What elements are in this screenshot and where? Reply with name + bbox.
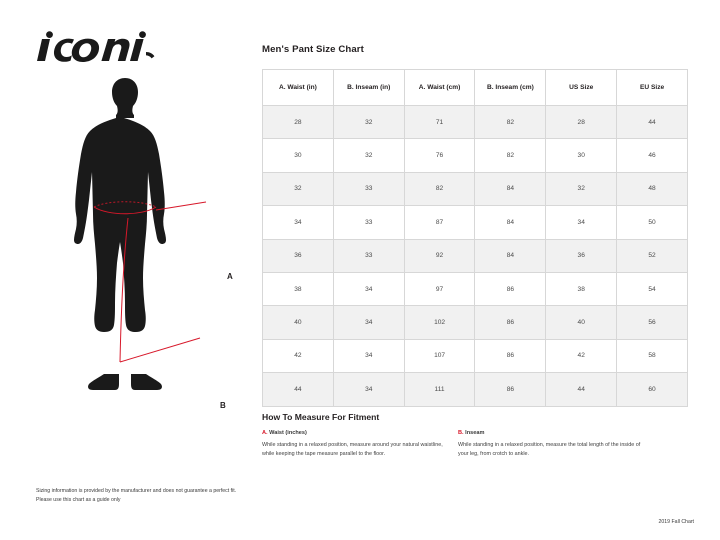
cell-waist-cm: 111 xyxy=(404,373,475,406)
cell-inseam-in: 32 xyxy=(333,106,404,139)
cell-eu-size: 44 xyxy=(617,106,688,139)
cell-waist-in: 36 xyxy=(263,239,334,272)
cell-inseam-in: 34 xyxy=(333,373,404,406)
cell-inseam-in: 34 xyxy=(333,272,404,305)
right-panel xyxy=(262,0,698,540)
cell-us-size: 30 xyxy=(546,139,617,172)
cell-us-size: 36 xyxy=(546,239,617,272)
disclaimer-line-2: Please use this chart as a guide only xyxy=(36,497,121,504)
cell-inseam-in: 33 xyxy=(333,206,404,239)
cell-waist-in: 30 xyxy=(263,139,334,172)
cell-waist-cm: 102 xyxy=(404,306,475,339)
cell-waist-in: 32 xyxy=(263,172,334,205)
cell-waist-in: 40 xyxy=(263,306,334,339)
left-panel xyxy=(0,0,250,540)
cell-eu-size: 48 xyxy=(617,172,688,205)
cell-waist-cm: 87 xyxy=(404,206,475,239)
cell-waist-in: 34 xyxy=(263,206,334,239)
table-row xyxy=(263,106,688,139)
cell-eu-size: 46 xyxy=(617,139,688,172)
column-header-waist-in: A. Waist (in) xyxy=(263,70,334,106)
table-row xyxy=(263,139,688,172)
column-header-waist-cm: A. Waist (cm) xyxy=(404,70,475,106)
column-header-inseam-in: B. Inseam (in) xyxy=(333,70,404,106)
cell-inseam-cm: 84 xyxy=(475,239,546,272)
marker-a: A. xyxy=(262,430,268,436)
cell-waist-cm: 71 xyxy=(404,106,475,139)
cell-waist-in: 38 xyxy=(263,272,334,305)
how-to-body-waist: While standing in a relaxed position, measure around your natural waistline, while keeping the tape measure parallel to the floor. xyxy=(262,442,443,458)
column-header-us-size: US Size xyxy=(546,70,617,106)
cell-waist-cm: 107 xyxy=(404,339,475,372)
cell-inseam-cm: 84 xyxy=(475,172,546,205)
cell-us-size: 38 xyxy=(546,272,617,305)
icon-logo xyxy=(36,30,156,64)
how-to-measure-inseam xyxy=(458,429,648,460)
cell-us-size: 32 xyxy=(546,172,617,205)
cell-inseam-cm: 86 xyxy=(475,373,546,406)
cell-us-size: 34 xyxy=(546,206,617,239)
table-row xyxy=(263,306,688,339)
how-to-heading-inseam xyxy=(458,429,648,439)
cell-eu-size: 56 xyxy=(617,306,688,339)
cell-eu-size: 50 xyxy=(617,206,688,239)
cell-us-size: 44 xyxy=(546,373,617,406)
cell-waist-in: 44 xyxy=(263,373,334,406)
size-chart-table xyxy=(262,69,688,407)
body-figure-illustration xyxy=(24,74,246,414)
how-to-body-inseam: While standing in a relaxed position, measure the total length of the inside of your leg, from crotch to ankle. xyxy=(458,442,641,458)
column-header-inseam-cm: B. Inseam (cm) xyxy=(475,70,546,106)
cell-eu-size: 52 xyxy=(617,239,688,272)
cell-waist-cm: 76 xyxy=(404,139,475,172)
waist-label-a: A xyxy=(227,272,233,281)
page-title: Men's Pant Size Chart xyxy=(262,44,364,55)
cell-eu-size: 60 xyxy=(617,373,688,406)
cell-waist-cm: 92 xyxy=(404,239,475,272)
cell-us-size: 40 xyxy=(546,306,617,339)
cell-us-size: 42 xyxy=(546,339,617,372)
cell-us-size: 28 xyxy=(546,106,617,139)
cell-inseam-cm: 86 xyxy=(475,272,546,305)
disclaimer-text xyxy=(36,487,241,505)
table-row xyxy=(263,339,688,372)
cell-inseam-in: 34 xyxy=(333,339,404,372)
marker-b: B. xyxy=(458,430,464,436)
cell-eu-size: 54 xyxy=(617,272,688,305)
cell-inseam-in: 32 xyxy=(333,139,404,172)
table-row xyxy=(263,272,688,305)
cell-waist-cm: 82 xyxy=(404,172,475,205)
cell-waist-cm: 97 xyxy=(404,272,475,305)
table-row xyxy=(263,206,688,239)
how-to-heading-waist-label: Waist (inches) xyxy=(269,430,307,436)
table-row xyxy=(263,172,688,205)
cell-waist-in: 42 xyxy=(263,339,334,372)
cell-inseam-cm: 86 xyxy=(475,339,546,372)
disclaimer-line-1: Sizing information is provided by the manufacturer and does not guarantee a perfect fit. xyxy=(36,488,237,494)
cell-inseam-cm: 86 xyxy=(475,306,546,339)
table-header-row xyxy=(263,70,688,106)
cell-inseam-cm: 82 xyxy=(475,139,546,172)
inseam-label-b: B xyxy=(220,401,226,410)
cell-eu-size: 58 xyxy=(617,339,688,372)
how-to-heading-inseam-label: Inseam xyxy=(465,430,485,436)
how-to-measure-title: How To Measure For Fitment xyxy=(262,412,380,422)
cell-inseam-cm: 84 xyxy=(475,206,546,239)
column-header-eu-size: EU Size xyxy=(617,70,688,106)
cell-inseam-cm: 82 xyxy=(475,106,546,139)
cell-inseam-in: 33 xyxy=(333,239,404,272)
table-row xyxy=(263,239,688,272)
cell-inseam-in: 34 xyxy=(333,306,404,339)
how-to-measure-waist xyxy=(262,429,452,460)
how-to-heading-waist xyxy=(262,429,452,439)
table-row xyxy=(263,373,688,406)
cell-waist-in: 28 xyxy=(263,106,334,139)
footer-note: 2019 Fall Chart xyxy=(658,519,694,525)
cell-inseam-in: 33 xyxy=(333,172,404,205)
